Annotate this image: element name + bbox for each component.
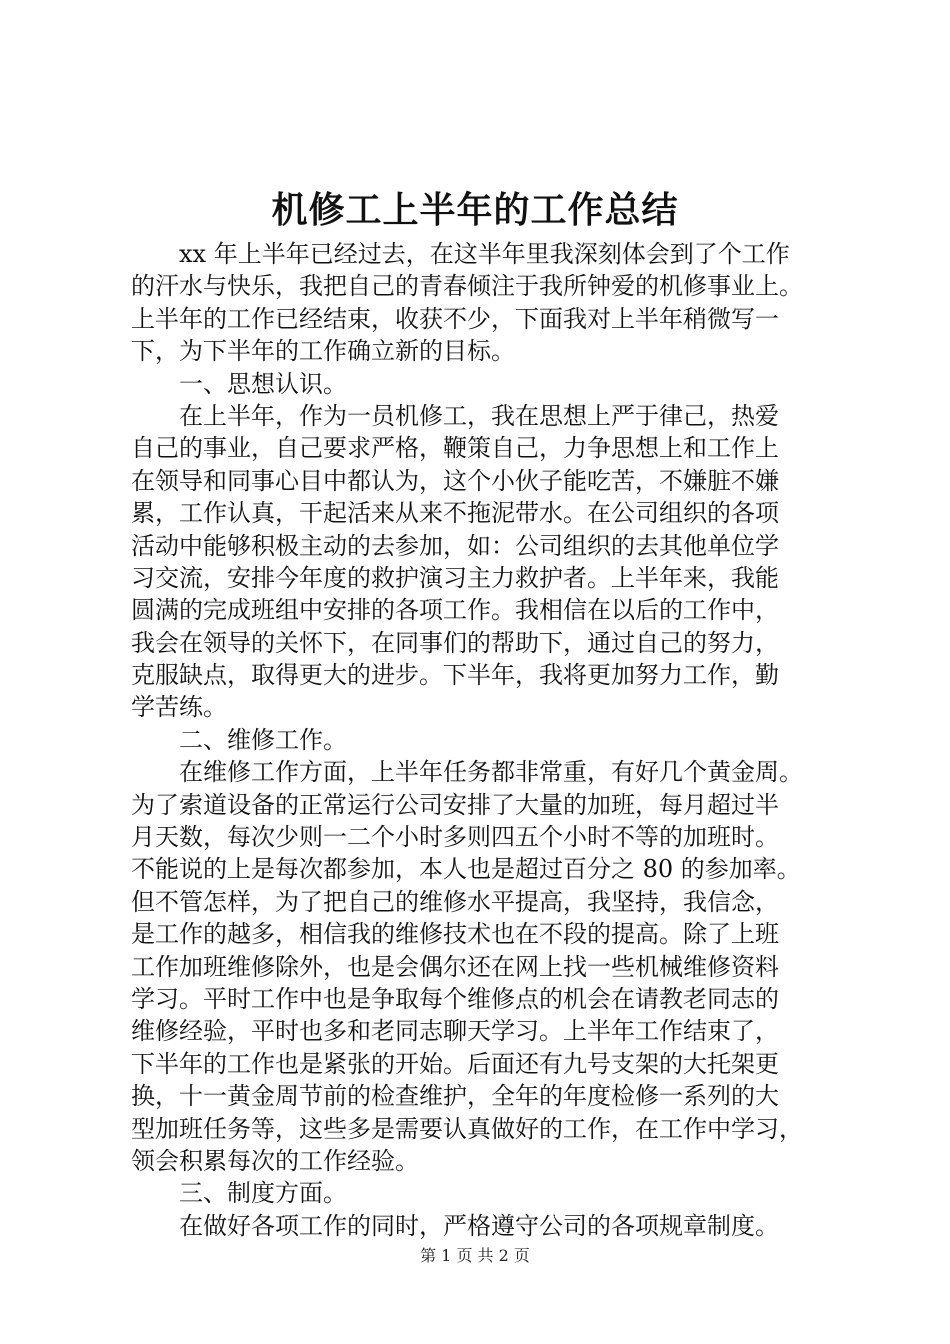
text-line: 我会在领导的关怀下，在同事们的帮助下，通过自己的努力，	[131, 628, 779, 657]
text-line: 下半年的工作也是紧张的开始。后面还有九号支架的大托架更	[131, 1049, 779, 1078]
text-line: 维修经验，平时也多和老同志聊天学习。上半年工作结束了，	[131, 1017, 779, 1046]
text-line: 领会积累每次的工作经验。	[131, 1146, 419, 1175]
text-line: 工作加班维修除外，也是会偶尔还在网上找一些机械维修资料	[131, 952, 779, 981]
text-line: 三、制度方面。	[131, 1179, 347, 1208]
text-line: 为了索道设备的正常运行公司安排了大量的加班，每月超过半	[131, 790, 779, 819]
text-line: 的汗水与快乐，我把自己的青春倾注于我所钟爱的机修事业上。	[131, 272, 803, 301]
text-line: 一、思想认识。	[131, 369, 347, 398]
text-line: 习交流，安排今年度的救护演习主力救护者。上半年来，我能	[131, 563, 779, 592]
text-line: 是工作的越多，相信我的维修技术也在不段的提高。除了上班	[131, 920, 779, 949]
text-line: 型加班任务等，这些多是需要认真做好的工作，在工作中学习，	[131, 1114, 803, 1143]
document-body	[131, 238, 851, 1242]
text-line: 上半年的工作已经结束，收获不少，下面我对上半年稍微写一	[131, 304, 779, 333]
text-line: 下，为下半年的工作确立新的目标。	[131, 337, 515, 366]
text-line: 学习。平时工作中也是争取每个维修点的机会在请教老同志的	[131, 984, 779, 1013]
text-line: 二、维修工作。	[131, 725, 347, 754]
text-line: 圆满的完成班组中安排的各项工作。我相信在以后的工作中，	[131, 596, 779, 625]
document-title: 机修工上半年的工作总结	[271, 189, 679, 231]
text-line: 在领导和同事心目中都认为，这个小伙子能吃苦，不嫌脏不嫌	[131, 466, 779, 495]
text-line: 活动中能够积极主动的去参加，如：公司组织的去其他单位学	[131, 531, 779, 560]
text-line: 但不管怎样，为了把自己的维修水平提高，我坚持，我信念，	[131, 887, 779, 916]
text-line: 克服缺点，取得更大的进步。下半年，我将更加努力工作，勤	[131, 661, 779, 690]
text-line: 不能说的上是每次都参加，本人也是超过百分之 80 的参加率。	[131, 855, 801, 884]
text-line: 在做好各项工作的同时，严格遵守公司的各项规章制度。	[131, 1211, 779, 1240]
page-footer: 第 1 页 共 2 页	[420, 1246, 530, 1265]
text-line: 学苦练。	[131, 693, 227, 722]
text-line: 累，工作认真，干起活来从来不拖泥带水。在公司组织的各项	[131, 499, 779, 528]
text-line: 自己的事业，自己要求严格，鞭策自己，力争思想上和工作上	[131, 434, 779, 463]
text-line: 在维修工作方面，上半年任务都非常重，有好几个黄金周。	[131, 758, 803, 787]
text-line: 月天数，每次少则一二个小时多则四五个小时不等的加班时。	[131, 823, 779, 852]
text-line: xx 年上半年已经过去，在这半年里我深刻体会到了个工作	[131, 240, 790, 268]
text-line: 换，十一黄金周节前的检查维护，全年的年度检修一系列的大	[131, 1082, 779, 1111]
text-line: 在上半年，作为一员机修工，我在思想上严于律己，热爱	[131, 401, 779, 430]
